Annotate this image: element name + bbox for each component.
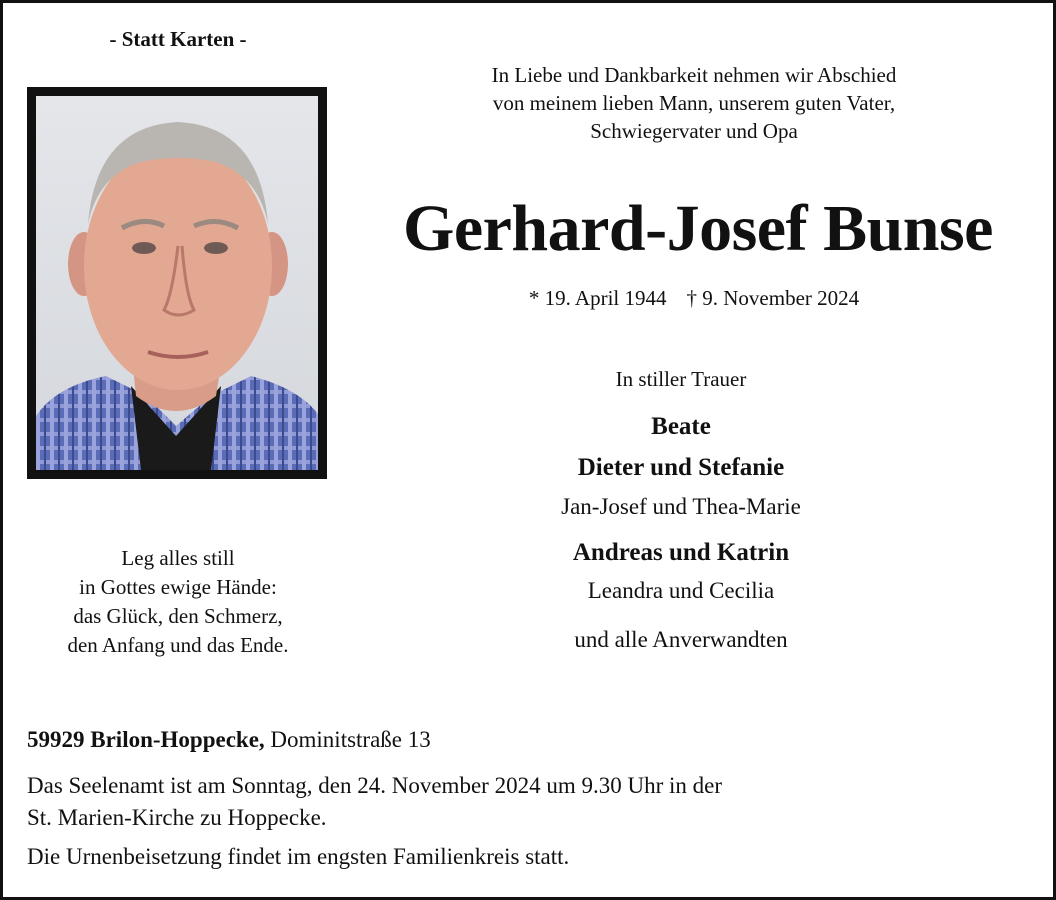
address <box>27 727 431 753</box>
service-line-3: Die Urnenbeisetzung findet im engsten Familienkreis statt. <box>27 844 570 869</box>
mourner-grandchildren-1: Jan-Josef und Thea-Marie <box>561 494 801 519</box>
life-dates <box>383 286 1005 311</box>
address-city: 59929 Brilon-Hoppecke, <box>27 727 265 752</box>
address-street: Dominitstraße 13 <box>270 727 431 752</box>
deceased-name: Gerhard-Josef Bunse <box>403 192 993 265</box>
portrait-illustration <box>36 96 318 470</box>
mourning-intro: In stiller Trauer <box>615 367 747 391</box>
portrait-frame <box>27 87 327 479</box>
mourner-andreas-katrin: Andreas und Katrin <box>572 539 790 566</box>
poem <box>33 544 323 660</box>
service-line-1: Das Seelenamt ist am Sonntag, den 24. November 2024 um 9.30 Uhr in der <box>27 773 722 798</box>
mourner-grandchildren-2: Leandra und Cecilia <box>587 578 775 603</box>
poem-line: den Anfang und das Ende. <box>67 633 289 657</box>
intro-line: von meinem lieben Mann, unserem guten Vater, <box>492 91 896 115</box>
portrait-photo <box>36 96 318 470</box>
poem-line: in Gottes ewige Hände: <box>79 575 277 599</box>
service-line-2: St. Marien-Kirche zu Hoppecke. <box>27 805 327 830</box>
intro-line: Schwiegervater und Opa <box>590 119 798 143</box>
poem-line: Leg alles still <box>121 546 235 570</box>
intro-text <box>383 61 1005 145</box>
mourner-dieter-stefanie: Dieter und Stefanie <box>577 454 785 481</box>
birth-date: * 19. April 1944 <box>528 286 667 310</box>
mourner-beate: Beate <box>651 413 711 440</box>
statt-karten-label: - Statt Karten - <box>109 27 247 51</box>
death-date: † 9. November 2024 <box>686 286 860 310</box>
intro-line: In Liebe und Dankbarkeit nehmen wir Abschied <box>491 63 897 87</box>
poem-line: das Glück, den Schmerz, <box>73 604 283 628</box>
mourner-relatives: und alle Anverwandten <box>574 627 788 652</box>
